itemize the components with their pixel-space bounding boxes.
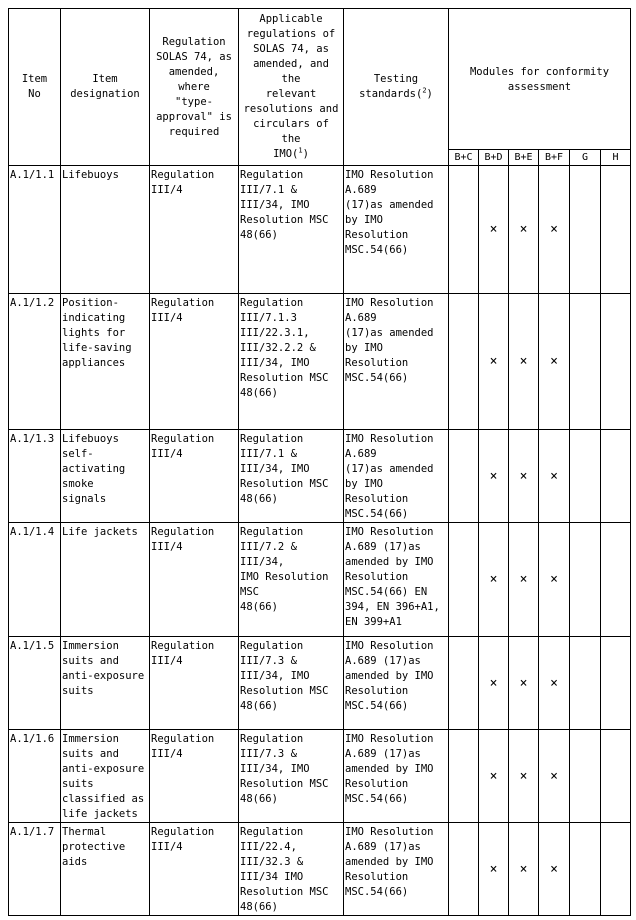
module-cell-b-f <box>539 823 570 916</box>
module-cell-g <box>570 637 601 730</box>
module-cell-g <box>570 823 601 916</box>
applicable-cell: Regulation III/7.1.3 III/22.3.1, III/32.2.2 & III/34, IMO Resolution MSC 48(66) <box>239 294 344 430</box>
applicable-cell: Regulation III/22.4, III/32.3 & III/34 IMO Resolution MSC 48(66) <box>239 823 344 916</box>
applicable-cell: Regulation III/7.1 & III/34, IMO Resolution MSC 48(66) <box>239 430 344 523</box>
table-row <box>9 730 631 823</box>
testing-cell: IMO Resolution A.689 (17)as amended by IMO Resolution MSC.54(66) <box>344 294 449 430</box>
applicable-cell: Regulation III/7.2 & III/34, IMO Resolution MSC 48(66) <box>239 523 344 637</box>
applicable-mark: × <box>489 222 498 237</box>
designation-cell: Position- indicating lights for life-saving appliances <box>61 294 150 430</box>
module-cell-b-e <box>509 730 539 823</box>
module-cell-b-f <box>539 430 570 523</box>
regulation-cell: Regulation III/4 <box>150 166 239 294</box>
applicable-mark: × <box>519 222 528 237</box>
module-cell-b-f <box>539 523 570 637</box>
footnote-1-marker: 1 <box>298 146 303 155</box>
designation-cell: Lifebuoys self- activating smoke signals <box>61 430 150 523</box>
module-cell-g <box>570 730 601 823</box>
testing-cell: IMO Resolution A.689 (17)as amended by IMO Resolution MSC.54(66) <box>344 637 449 730</box>
applicable-mark: × <box>519 768 528 784</box>
module-cell-b-e <box>509 523 539 637</box>
regulation-cell: Regulation III/4 <box>150 430 239 523</box>
module-cell-b-c <box>449 166 479 294</box>
applicable-mark: × <box>519 572 528 587</box>
header-applicable-regulations <box>239 9 344 166</box>
applicable-mark: × <box>519 354 528 369</box>
module-cell-g <box>570 166 601 294</box>
applicable-mark: × <box>489 572 498 587</box>
module-cell-b-e <box>509 166 539 294</box>
applicable-cell: Regulation III/7.3 & III/34, IMO Resolution MSC 48(66) <box>239 730 344 823</box>
footnote-2-marker: 2 <box>422 86 427 95</box>
module-cell-h <box>601 166 631 294</box>
module-cell-b-e <box>509 823 539 916</box>
table-row <box>9 637 631 730</box>
table-row <box>9 523 631 637</box>
applicable-cell: Regulation III/7.1 & III/34, IMO Resolution MSC 48(66) <box>239 166 344 294</box>
applicable-mark: × <box>550 468 558 484</box>
module-cell-b-e <box>509 294 539 430</box>
item-no-cell: A.1/1.1 <box>9 166 61 294</box>
module-cell-g <box>570 523 601 637</box>
applicable-mark: × <box>550 354 558 369</box>
designation-cell: Immersion suits and anti-exposure suits classified as life jackets <box>61 730 150 823</box>
module-col-header: B+C <box>449 150 479 166</box>
item-no-cell: A.1/1.5 <box>9 637 61 730</box>
table-body <box>9 166 631 916</box>
conformity-table <box>8 8 631 916</box>
module-cell-b-e <box>509 430 539 523</box>
module-cell-b-c <box>449 730 479 823</box>
module-cell-b-d <box>479 823 509 916</box>
table-row <box>9 166 631 294</box>
module-cell-h <box>601 430 631 523</box>
table-row <box>9 294 631 430</box>
module-col-header: G <box>570 150 601 166</box>
module-cell-g <box>570 430 601 523</box>
module-cell-b-f <box>539 637 570 730</box>
header-applicable-text: Applicable regulations of SOLAS 74, as amended, and the relevant resolutions and circulars of the IMO( <box>243 13 339 160</box>
applicable-mark: × <box>489 768 498 784</box>
header-testing-tail: ) <box>426 88 433 100</box>
testing-cell: IMO Resolution A.689 (17)as amended by IMO Resolution MSC.54(66) <box>344 430 449 523</box>
applicable-cell: Regulation III/7.3 & III/34, IMO Resolution MSC 48(66) <box>239 637 344 730</box>
table-header <box>9 9 631 166</box>
designation-cell: Thermal protective aids <box>61 823 150 916</box>
module-cell-h <box>601 294 631 430</box>
item-no-cell: A.1/1.7 <box>9 823 61 916</box>
module-cell-b-d <box>479 730 509 823</box>
designation-cell: Immersion suits and anti-exposure suits <box>61 637 150 730</box>
item-no-cell: A.1/1.6 <box>9 730 61 823</box>
regulation-cell: Regulation III/4 <box>150 823 239 916</box>
applicable-mark: × <box>519 861 528 877</box>
module-cell-b-d <box>479 637 509 730</box>
applicable-mark: × <box>489 468 498 484</box>
regulation-cell: Regulation III/4 <box>150 637 239 730</box>
applicable-mark: × <box>550 222 558 237</box>
module-cell-b-c <box>449 523 479 637</box>
table-row <box>9 430 631 523</box>
item-no-cell: A.1/1.4 <box>9 523 61 637</box>
regulation-cell: Regulation III/4 <box>150 294 239 430</box>
applicable-mark: × <box>489 354 498 369</box>
header-item-designation: Item designation <box>61 9 150 166</box>
header-regulation: Regulation SOLAS 74, as amended, where "type- approval" is required <box>150 9 239 166</box>
applicable-mark: × <box>550 675 558 691</box>
module-cell-b-c <box>449 823 479 916</box>
module-cell-b-d <box>479 523 509 637</box>
module-cell-b-c <box>449 294 479 430</box>
module-cell-b-c <box>449 430 479 523</box>
applicable-mark: × <box>550 861 558 877</box>
module-cell-b-d <box>479 294 509 430</box>
module-cell-g <box>570 294 601 430</box>
header-applicable-tail: ) <box>302 148 309 160</box>
module-cell-b-f <box>539 294 570 430</box>
applicable-mark: × <box>489 675 498 691</box>
header-testing-text: Testing standards( <box>359 73 423 100</box>
module-col-header: H <box>601 150 631 166</box>
header-modules: Modules for conformity assessment <box>449 9 631 150</box>
testing-cell: IMO Resolution A.689 (17)as amended by IMO Resolution MSC.54(66) <box>344 823 449 916</box>
item-no-cell: A.1/1.3 <box>9 430 61 523</box>
module-cell-h <box>601 730 631 823</box>
applicable-mark: × <box>550 768 558 784</box>
module-col-header: B+E <box>509 150 539 166</box>
applicable-mark: × <box>519 468 528 484</box>
regulation-cell: Regulation III/4 <box>150 523 239 637</box>
item-no-cell: A.1/1.2 <box>9 294 61 430</box>
module-cell-b-c <box>449 637 479 730</box>
module-cell-b-f <box>539 730 570 823</box>
regulation-cell: Regulation III/4 <box>150 730 239 823</box>
header-testing-standards <box>344 9 449 166</box>
designation-cell: Lifebuoys <box>61 166 150 294</box>
testing-cell: IMO Resolution A.689 (17)as amended by IMO Resolution MSC.54(66) <box>344 730 449 823</box>
module-cell-b-d <box>479 166 509 294</box>
designation-cell: Life jackets <box>61 523 150 637</box>
module-cell-b-d <box>479 430 509 523</box>
module-cell-b-e <box>509 637 539 730</box>
module-cell-b-f <box>539 166 570 294</box>
module-col-header: B+F <box>539 150 570 166</box>
module-cell-h <box>601 523 631 637</box>
conformity-table-page <box>8 8 631 916</box>
module-cell-h <box>601 823 631 916</box>
applicable-mark: × <box>550 572 558 587</box>
applicable-mark: × <box>489 861 498 877</box>
testing-cell: IMO Resolution A.689 (17)as amended by IMO Resolution MSC.54(66) <box>344 166 449 294</box>
module-cell-h <box>601 637 631 730</box>
applicable-mark: × <box>519 675 528 691</box>
module-col-header: B+D <box>479 150 509 166</box>
header-item-no: Item No <box>9 9 61 166</box>
testing-cell: IMO Resolution A.689 (17)as amended by IMO Resolution MSC.54(66) EN 394, EN 396+A1, EN 399+A1 <box>344 523 449 637</box>
table-row <box>9 823 631 916</box>
